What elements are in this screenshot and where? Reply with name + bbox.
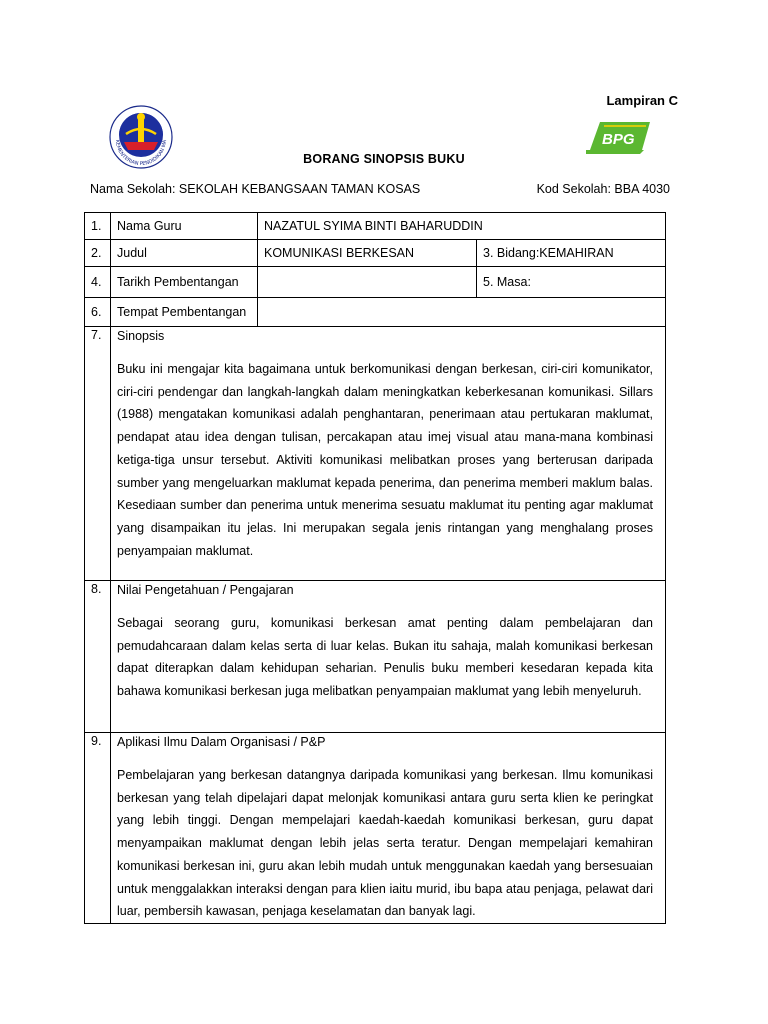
table-row: [85, 240, 666, 267]
table-row: [85, 327, 666, 581]
row-number: 1.: [85, 213, 111, 240]
nilai-cell: [111, 581, 666, 733]
page-title: BORANG SINOPSIS BUKU: [303, 152, 465, 166]
aplikasi-heading: Aplikasi Ilmu Dalam Organisasi / P&P: [117, 735, 326, 749]
sinopsis-heading: Sinopsis: [117, 329, 165, 343]
table-row: [85, 581, 666, 733]
row-number: 8.: [85, 581, 111, 733]
nilai-heading: Nilai Pengetahuan / Pengajaran: [117, 583, 294, 597]
aplikasi-text: Pembelajaran yang berkesan datangnya daripada komunikasi yang berkesan. Ilmu komunikasi berkesan yang telah dipelajari dapat melonjak komunikasi antara guru serta klien ke peringkat yang lebih tinggi. Dengan mempelajari kaedah-kaedah komunikasi berkesan, guru dapat menyampaikan maklumat dengan lebih jelas serta teratur. Dengan mempelajari kemahiran komunikasi berkesan ini, guru akan lebih mudah untuk menggunakan kaedah yang bersesuaian untuk menggalakkan interaksi dengan para klien iaitu murid, ibu bapa atau penjaga, pelawat dari luar, pembersih kawasan, penjaga keselamatan dan banyak lagi.: [117, 768, 653, 919]
table-row: [85, 213, 666, 240]
bpg-logo-text: BPG: [602, 131, 635, 148]
field-value-tarikh[interactable]: [258, 267, 477, 298]
field-label-tempat: Tempat Pembentangan: [111, 298, 258, 327]
row-number: 7.: [85, 327, 111, 581]
lampiran-label: Lampiran C: [606, 93, 678, 108]
school-code: Kod Sekolah: BBA 4030: [536, 182, 670, 196]
synopsis-form-table: [84, 212, 666, 924]
table-row: [85, 298, 666, 327]
sinopsis-cell: [111, 327, 666, 581]
school-info-row: [90, 182, 670, 196]
table-row: [85, 267, 666, 298]
aplikasi-cell: [111, 733, 666, 924]
field-value-nama-guru[interactable]: NAZATUL SYIMA BINTI BAHARUDDIN: [258, 213, 666, 240]
row-number: 4.: [85, 267, 111, 298]
field-value-judul[interactable]: KOMUNIKASI BERKESAN: [258, 240, 477, 267]
school-name: Nama Sekolah: SEKOLAH KEBANGSAAN TAMAN KOSAS: [90, 182, 421, 196]
field-label-judul: Judul: [111, 240, 258, 267]
row-number: 6.: [85, 298, 111, 327]
row-number: 9.: [85, 733, 111, 924]
field-masa[interactable]: 5. Masa:: [477, 267, 666, 298]
field-value-tempat[interactable]: [258, 298, 666, 327]
nilai-text: Sebagai seorang guru, komunikasi berkesan amat penting dalam pembelajaran dan pemudahcaraan dalam kelas serta di luar kelas. Bukan itu sahaja, malah komunikasi berkesan dapat diterapkan dalam kehidupan seharian. Penulis buku memberi kesedaran kepada kita bahawa komunikasi berkesan juga melibatkan penyampaian maklumat yang lebih menyeluruh.: [117, 616, 653, 699]
ministry-logo-text: KEMENTERIAN PENDIDIKAN MA: [113, 139, 169, 168]
row-number: 2.: [85, 240, 111, 267]
table-row: [85, 733, 666, 924]
sinopsis-text: Buku ini mengajar kita bagaimana untuk berkomunikasi dengan berkesan, ciri-ciri komunikator, ciri-ciri pendengar dan langkah-langkah dalam meningkatkan keberkesanan komunikasi. Sillars (1988) mengatakan komunikasi adalah penghantaran, penerimaan atau pertukaran maklumat, pendapat atau idea dengan tulisan, percakapan atau imej visual atau mana-mana kombinasi ketiga-tiga unsur tersebut. Aktiviti komunikasi melibatkan proses yang berterusan daripada sumber yang mengeluarkan maklumat kepada penerima, dan penerima memberi maklum balas. Kesediaan sumber dan penerima untuk menerima sesuatu maklumat itu penting agar maklumat yang disampaikan itu jelas. Ini merupakan segala jenis rintangan yang menghalang proses penyampaian maklumat.: [117, 362, 653, 558]
field-label-tarikh: Tarikh Pembentangan: [111, 267, 258, 298]
field-bidang[interactable]: 3. Bidang:KEMAHIRAN: [477, 240, 666, 267]
field-label-nama-guru: Nama Guru: [111, 213, 258, 240]
